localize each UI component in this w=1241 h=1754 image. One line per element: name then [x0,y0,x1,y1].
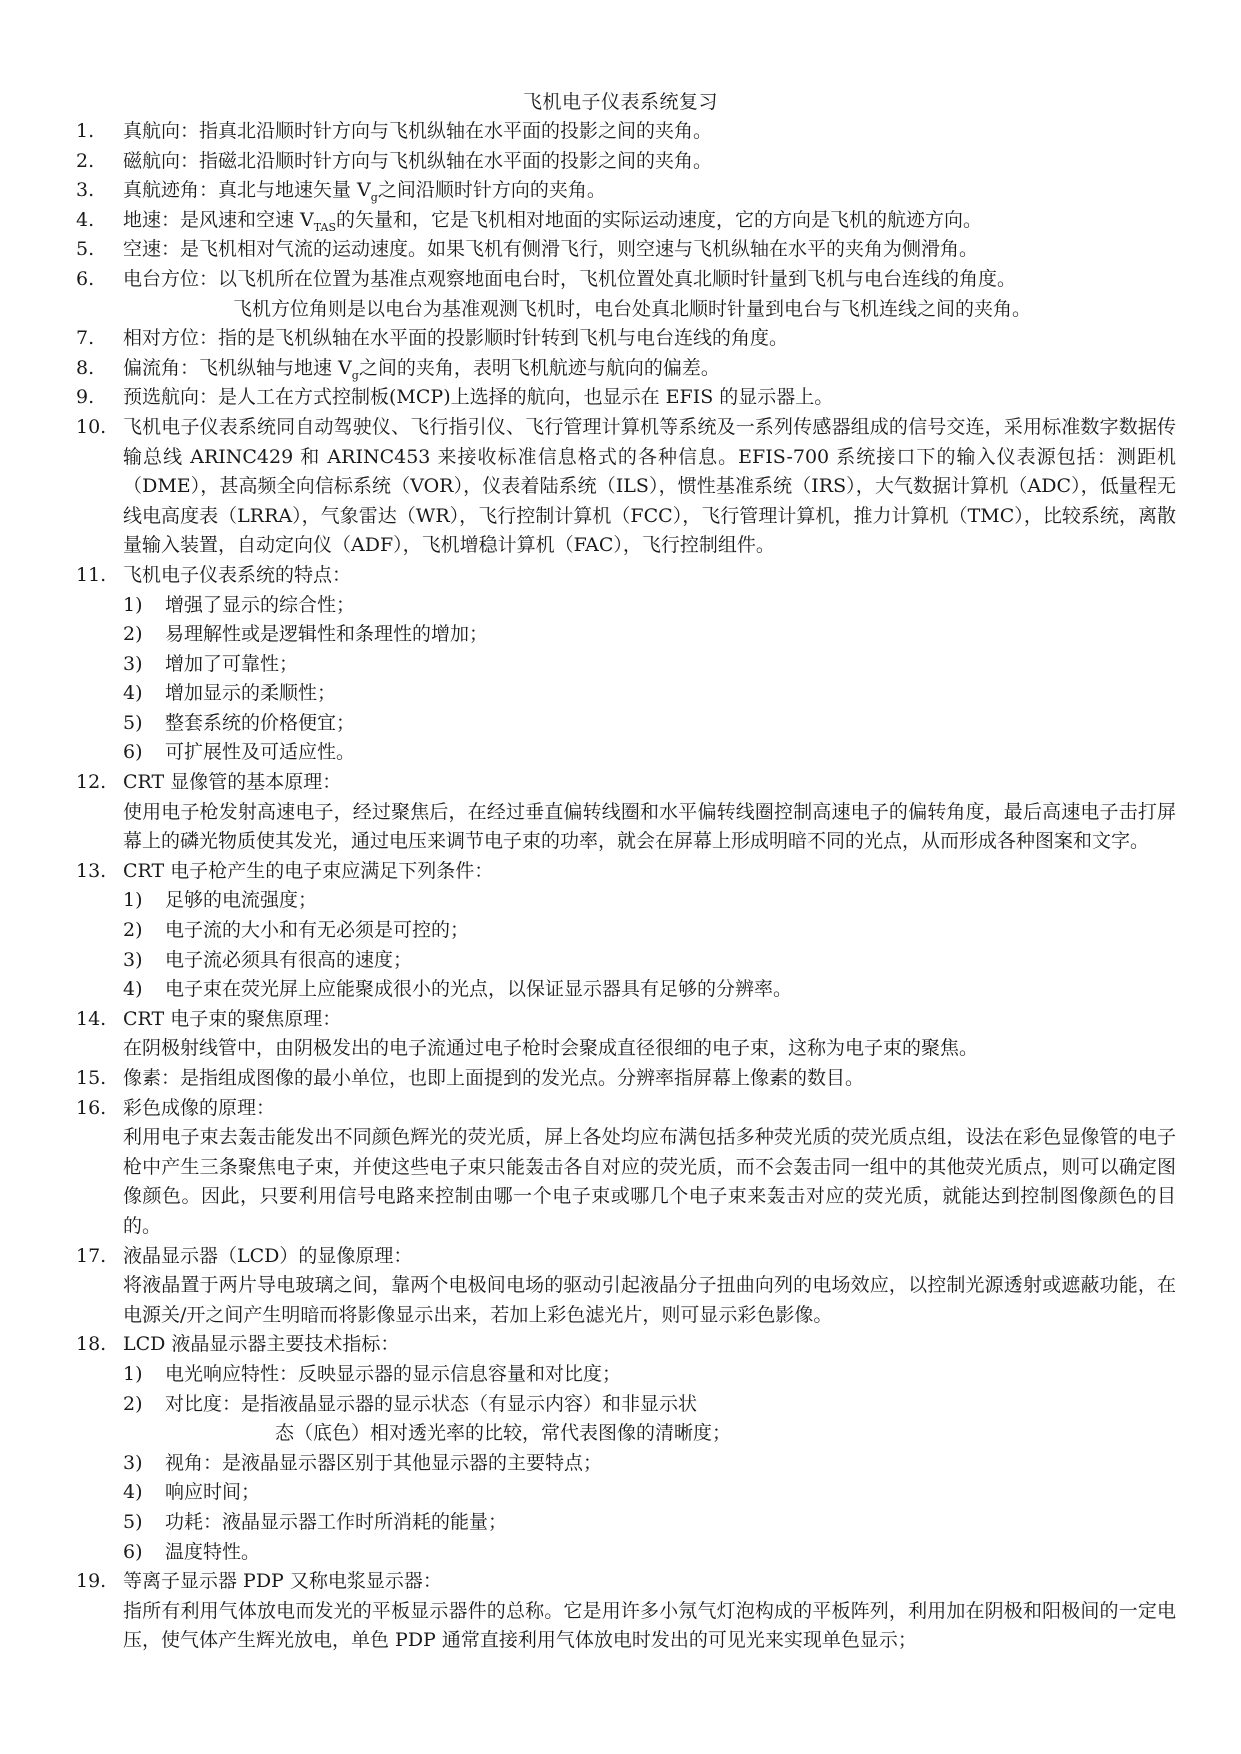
item-text: 飞机电子仪表系统同自动驾驶仪、飞行指引仪、飞行管理计算机等系统及一系列传感器组成的信号交连，采用标准数字数据传输总线 ARINC429 和 ARINC453 来接收标准信息格式的各种信息。EFIS-700 系统接口下的输入仪表源包括：测距机（DME），甚高频全向信标系统（VOR），仪表着陆系统（ILS），惯性基准系统（IRS），大气数据计算机（ADC），低量程无线电高度表（LRRA），气象雷达（WR），飞行控制计算机（FCC），飞行管理计算机，推力计算机（TMC），比较系统，离散量输入装置，自动定向仪（ADF），飞机增稳计算机（FAC），飞行控制组件。 [123,415,1176,557]
sub-item [123,1508,1176,1538]
item-body: 将液晶置于两片导电玻璃之间，靠两个电极间电场的驱动引起液晶分子扭曲向列的电场效应，以控制光源透射或遮蔽功能，在电源关/开之间产生明暗而将影像显示出来，若加上彩色滤光片，则可显示彩色影像。 [123,1274,1176,1326]
sub-item [123,679,1176,709]
sub-item-text: 功耗：液晶显示器工作时所消耗的能量； [165,1510,508,1533]
sub-item-number: 5) [123,711,143,734]
sub-item-number: 3) [123,652,143,675]
sub-item-number: 4) [123,1481,143,1504]
list-item [76,1064,1176,1094]
list-item [76,383,1176,413]
item-text-post: 之间沿顺时针方向的夹角。 [377,179,606,202]
item-text: 彩色成像的原理： [123,1096,276,1119]
sub-item-text: 响应时间； [165,1481,261,1504]
list-item [76,354,1176,384]
item-number: 19. [76,1570,107,1593]
item-text: 空速：是飞机相对气流的运动速度。如果飞机有侧滑飞行，则空速与飞机纵轴在水平的夹角为侧滑角。 [123,238,979,261]
item-text: CRT 电子束的聚焦原理： [123,1007,342,1030]
sub-item [123,1478,1176,1508]
item-number: 1. [76,120,95,142]
list-item [76,324,1176,354]
sub-item [123,1538,1176,1568]
item-number: 9. [76,386,95,409]
sub-item [123,1390,1176,1420]
item-number: 13. [76,859,107,882]
item-text: 预选航向：是人工在方式控制板(MCP)上选择的航向，也显示在 EFIS 的显示器上。 [123,386,834,409]
item-continuation: 飞机方位角则是以电台为基准观测飞机时，电台处真北顺时针量到电台与飞机连线之间的夹角。 [233,297,1032,320]
item-text: 真航向：指真北沿顺时针方向与飞机纵轴在水平面的投影之间的夹角。 [123,120,713,142]
sub-item [123,709,1176,739]
sub-item-number: 1) [123,889,143,912]
sub-item-text: 温度特性。 [165,1540,261,1563]
item-text: 液晶显示器（LCD）的显像原理： [123,1244,413,1267]
item-number: 10. [76,415,107,438]
sub-item-number: 1) [123,1362,143,1385]
sub-item-number: 6) [123,1540,143,1563]
item-body: 在阴极射线管中，由阴极发出的电子流通过电子枪时会聚成直径很细的电子束，这称为电子束的聚焦。 [123,1037,979,1060]
item-number: 14. [76,1007,107,1030]
document-title: 飞机电子仪表系统复习 [522,91,718,113]
sub-item [123,1449,1176,1479]
item-text-pre: 真航迹角：真北与地速矢量 V [123,179,371,202]
list-item [76,117,1176,147]
sub-item-number: 6) [123,741,143,764]
subscript: g [370,190,378,204]
item-text: 相对方位：指的是飞机纵轴在水平面的投影顺时针转到飞机与电台连线的角度。 [123,327,789,350]
item-text [123,206,1176,236]
item-text-pre: 地速：是风速和空速 V [123,208,314,231]
sub-item-text: 可扩展性及可适应性。 [165,741,356,764]
sub-item-number: 4) [123,978,143,1001]
sub-item [123,975,1176,1005]
sub-item-number: 2) [123,919,143,942]
list-item [76,235,1176,265]
sub-item-text: 电光响应特性：反映显示器的显示信息容量和对比度； [165,1362,622,1385]
list-item [76,413,1176,561]
item-text: 电台方位：以飞机所在位置为基准点观察地面电台时，飞机位置处真北顺时针量到飞机与电台连线的角度。 [123,267,1017,290]
list-item [76,147,1176,177]
item-body: 使用电子枪发射高速电子，经过聚焦后，在经过垂直偏转线圈和水平偏转线圈控制高速电子的偏转角度，最后高速电子击打屏幕上的磷光物质使其发光，通过电压来调节电子束的功率，就会在屏幕上形成明暗不同的光点，从而形成各种图案和文字。 [123,800,1176,853]
sub-item [123,738,1176,768]
sub-item-number: 2) [123,1392,143,1415]
item-text-post: 之间的夹角，表明飞机航迹与航向的偏差。 [358,356,720,379]
list-item [76,1005,1176,1064]
sub-item-text: 易理解性或是逻辑性和条理性的增加； [165,623,489,646]
list-item [76,857,1176,1005]
item-number: 17. [76,1244,107,1267]
sub-item [123,946,1176,976]
sub-item [123,650,1176,680]
sub-item-number: 1) [123,593,143,616]
sub-item-number: 3) [123,948,143,971]
item-body: 利用电子束去轰击能发出不同颜色辉光的荧光质，屏上各处均应布满包括多种荧光质的荧光质点组，设法在彩色显像管的电子枪中产生三条聚焦电子束，并使这些电子束只能轰击各自对应的荧光质，而不会轰击同一组中的其他荧光质点，则可以确定图像颜色。因此，只要利用信号电路来控制由哪一个电子束或哪几个电子束来轰击对应的荧光质，就能达到控制图像颜色的目的。 [123,1126,1176,1237]
sub-item-text: 电子流必须具有很高的速度； [165,948,413,971]
item-text: 磁航向：指磁北沿顺时针方向与飞机纵轴在水平面的投影之间的夹角。 [123,149,713,172]
sub-item-number: 2) [123,623,143,646]
subscript: TAS [313,220,336,234]
sub-item-text: 电子束在荧光屏上应能聚成很小的光点，以保证显示器具有足够的分辨率。 [165,978,793,1001]
sub-item-continuation: 态（底色）相对透光率的比较，常代表图像的清晰度； [275,1422,732,1445]
item-text: LCD 液晶显示器主要技术指标： [123,1333,400,1356]
item-text: CRT 显像管的基本原理： [123,771,342,794]
item-text: CRT 电子枪产生的电子束应满足下列条件： [123,859,494,882]
item-number: 2. [76,149,95,172]
list-item [76,768,1176,857]
sub-item-number: 3) [123,1451,143,1474]
sub-item-number: 4) [123,682,143,705]
item-number: 11. [76,563,107,586]
item-number: 15. [76,1067,107,1089]
list-item [76,561,1176,768]
item-body: 指所有利用气体放电而发光的平板显示器件的总称。它是用许多小氖气灯泡构成的平板阵列，利用加在阴极和阳极间的一定电压，使气体产生辉光放电，单色 PDP 通常直接利用气体放电时发出的可见光来实现单色显示； [123,1599,1176,1652]
item-text: 等离子显示器 PDP 又称电浆显示器： [123,1570,442,1593]
item-text: 像素：是指组成图像的最小单位，也即上面提到的发光点。分辨率指屏幕上像素的数目。 [123,1067,865,1089]
sub-item [123,591,1176,621]
list-item [76,176,1176,206]
sub-item-text: 增加显示的柔顺性； [165,682,337,705]
item-text [123,354,1176,384]
item-number: 7. [76,327,95,350]
item-number: 16. [76,1096,107,1119]
sub-item [123,916,1176,946]
subscript: g [351,368,359,382]
sub-item [123,886,1176,916]
list-item [76,1094,1176,1242]
item-text: 飞机电子仪表系统的特点： [123,563,352,586]
item-number: 5. [76,238,95,261]
sub-item-text: 对比度：是指液晶显示器的显示状态（有显示内容）和非显示状 [165,1392,698,1415]
list-item [76,1242,1176,1331]
sub-item [123,620,1176,650]
item-number: 8. [76,356,95,379]
sub-item [123,1360,1176,1390]
sub-item-text: 足够的电流强度； [165,889,318,912]
list-item [76,1567,1176,1656]
item-number: 4. [76,208,95,231]
sub-item-number: 5) [123,1510,143,1533]
item-number: 12. [76,771,107,794]
document-body [76,117,1176,1656]
sub-item-text: 电子流的大小和有无必须是可控的； [165,919,470,942]
item-number: 18. [76,1333,107,1356]
item-text [123,176,1176,206]
list-item [76,265,1176,324]
item-number: 6. [76,267,95,290]
list-item [76,1330,1176,1567]
sub-item-text: 增加了可靠性； [165,652,299,675]
sub-item-text: 增强了显示的综合性； [165,593,356,616]
item-text-post: 的矢量和，它是飞机相对地面的实际运动速度，它的方向是飞机的航迹方向。 [335,208,982,231]
sub-item-text: 整套系统的价格便宜； [165,711,356,734]
item-number: 3. [76,179,95,202]
list-item [76,206,1176,236]
item-text-pre: 偏流角：飞机纵轴与地速 V [123,356,352,379]
sub-item-text: 视角：是液晶显示器区别于其他显示器的主要特点； [165,1451,603,1474]
